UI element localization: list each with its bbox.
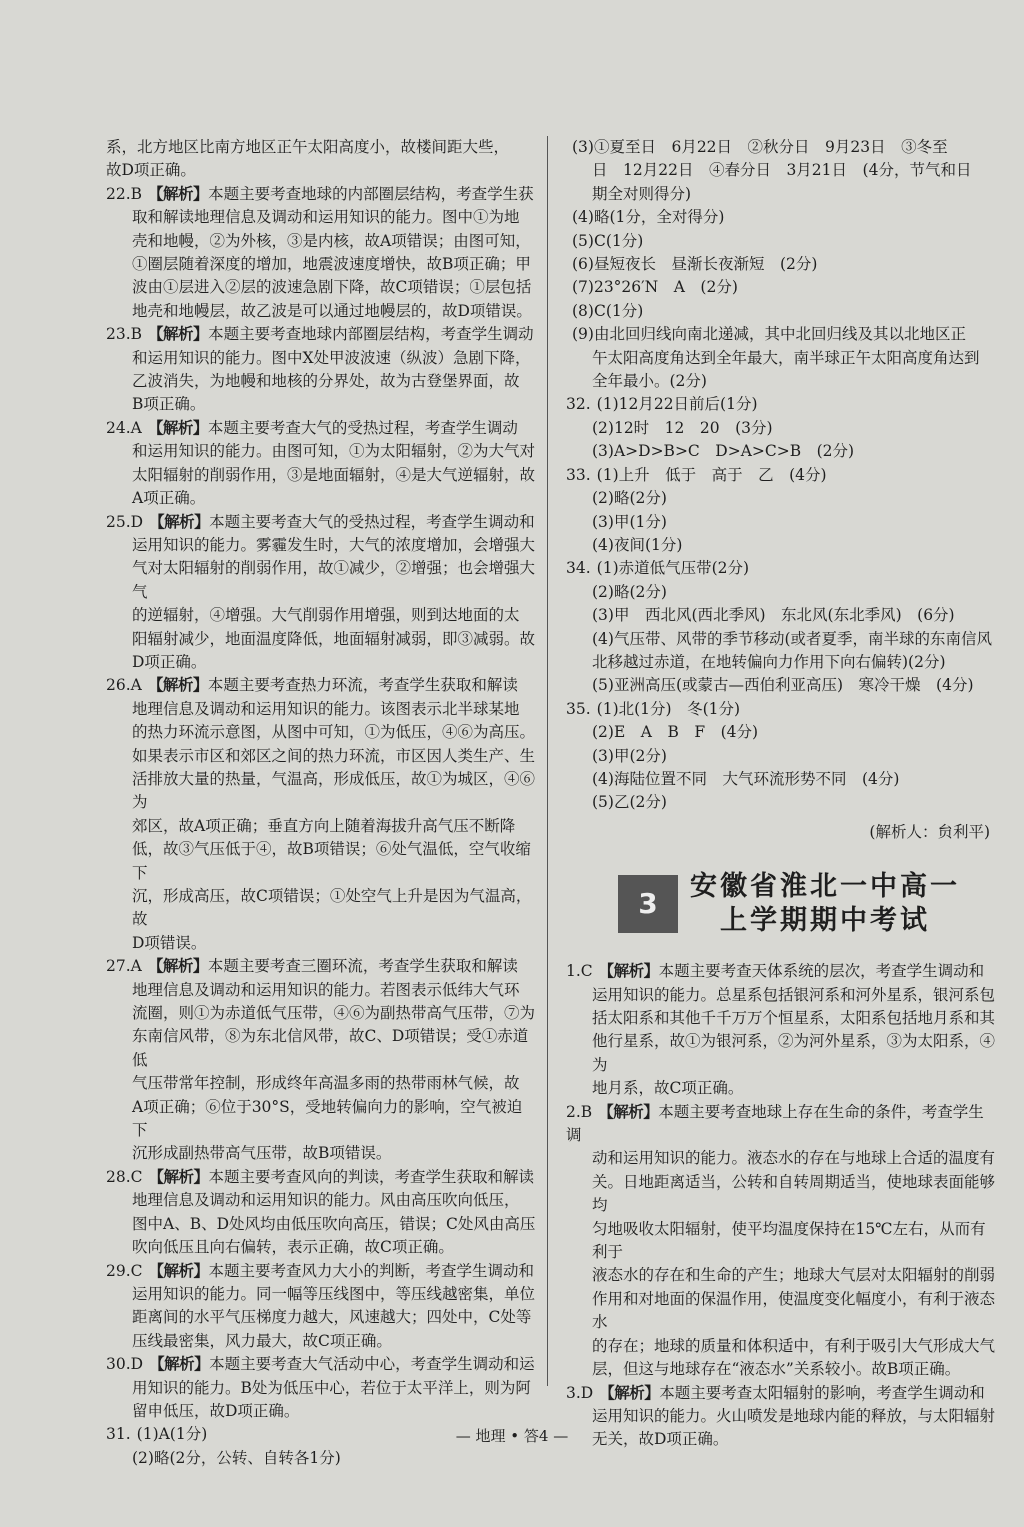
answer-line: 午太阳高度角达到全年最大，南半球正午太阳高度角达到 <box>592 348 980 367</box>
answer-text: (1)赤道低气压带(2分) <box>596 559 750 578</box>
answer-text: (1)上升 低于 高于 乙 (4分) <box>596 465 827 484</box>
section-header <box>618 870 998 938</box>
answer-item <box>106 1260 536 1354</box>
answer-line: 波由①层进入②层的波速急剧下降，故C项错误；①层包括 <box>132 278 532 297</box>
answer-number: 25.D <box>106 512 144 531</box>
answer-line: (5)C(1分) <box>572 231 644 250</box>
answer-line: 的热力环流示意图，从图中可知，①为低压，④⑥为高压。 <box>132 723 536 742</box>
answer-line: 用知识的能力。B处为低压中心，若位于太平洋上，则为阿 <box>132 1378 531 1397</box>
answer-line <box>566 1101 998 1148</box>
answer-line: A项正确。 <box>132 489 206 508</box>
answer-line: 地理信息及调动和运用知识的能力。风由高压吹向低压， <box>132 1191 520 1210</box>
analysis-tag: 【解析】 <box>149 1355 210 1374</box>
answer-line: 活排放大量的热量，气温高，形成低压，故①为城区，④⑥为 <box>132 769 536 812</box>
answer-line: 运用知识的能力。雾霾发生时，大气的浓度增加，会增强大 <box>132 535 536 554</box>
answer-number: 28.C <box>106 1167 143 1186</box>
answer-line: 取和解读地理信息及调动和运用知识的能力。图中①为地 <box>132 208 520 227</box>
answer-text: 【解析】本题主要考查大气的受热过程，考查学生调动和 <box>149 512 535 531</box>
answer-line: (3)甲(1分) <box>592 512 667 531</box>
analysis-tag: 【解析】 <box>598 962 659 981</box>
answer-line <box>106 1166 536 1189</box>
answer-line: 和运用知识的能力。由图可知，①为太阳辐射，②为大气对 <box>132 442 536 461</box>
answer-line: 液态水的存在和生命的产生；地球大气层对太阳辐射的削弱 <box>592 1266 996 1285</box>
answer-item <box>566 464 998 558</box>
answer-line: (4)夜间(1分) <box>592 535 683 554</box>
answer-line: 无关，故D项正确。 <box>592 1430 729 1449</box>
answer-number: 24.A <box>106 418 142 437</box>
answer-line: 地理信息及调动和运用知识的能力。若图表示低纬大气环 <box>132 980 520 999</box>
analysis-tag: 【解析】 <box>147 418 208 437</box>
answer-line: D项错误。 <box>132 933 207 952</box>
page-footer: — 地理 • 答4 — <box>455 1427 569 1445</box>
answer-line: (8)C(1分) <box>572 301 644 320</box>
answer-line: 地壳和地幔层，故乙波是可以通过地幔层的，故D项错误。 <box>132 301 532 320</box>
answer-text: 【解析】本题主要考查地球的内部圈层结构，考查学生获 <box>148 184 534 203</box>
answer-line <box>566 393 998 416</box>
answer-line: ①圈层随着深度的增加，地震波速度增快，故B项正确；甲 <box>132 255 531 274</box>
answer-number: 33. <box>566 465 591 484</box>
analyst-credit: (解析人：贠利平) <box>869 822 990 841</box>
answer-line: (2)E A B F (4分) <box>592 723 759 742</box>
answer-number: 1.C <box>566 962 593 981</box>
answer-text: 【解析】本题主要考查地球内部圈层结构，考查学生调动 <box>148 325 534 344</box>
answer-line: (2)略(2分) <box>592 489 667 508</box>
answer-line <box>106 955 536 978</box>
analysis-tag: 【解析】 <box>148 1261 209 1280</box>
answer-text: (1)A(1分) <box>136 1425 208 1444</box>
answer-line: 运用知识的能力。火山喷发是地球内能的释放，与太阳辐射 <box>592 1406 996 1425</box>
answer-item <box>106 323 536 417</box>
answer-text: 【解析】本题主要考查大气活动中心，考查学生调动和运 <box>149 1355 535 1374</box>
analysis-tag: 【解析】 <box>147 957 208 976</box>
answer-line: (3)A>D>B>C D>A>C>B (2分) <box>592 442 855 461</box>
right-top-block <box>566 136 998 393</box>
answer-text: 【解析】本题主要考查热力环流，考查学生获取和解读 <box>147 676 518 695</box>
answer-line: 作用和对地面的保温作用，使温度变化幅度小，有利于液态水 <box>592 1289 996 1332</box>
answer-line: 低，故③气压低于④，故B项错误；⑥处气温低，空气收缩下 <box>132 840 531 882</box>
answer-line: 地月系，故C项正确。 <box>592 1079 744 1098</box>
answer-text: (1)12月22日前后(1分) <box>596 395 758 414</box>
answer-line: 层，但这与地球存在“液态水”关系较小。故B项正确。 <box>592 1360 961 1379</box>
answer-line: 运用知识的能力。同一幅等压线图中，等压线越密集，单位 <box>132 1284 536 1303</box>
answer-number: 32. <box>566 395 591 414</box>
right-items-block <box>566 393 998 814</box>
right-column <box>566 136 998 1452</box>
section-title <box>690 870 960 938</box>
answer-item <box>106 183 536 323</box>
answer-line: 和运用知识的能力。图中X处甲波波速（纵波）急剧下降， <box>132 348 531 367</box>
answer-line: 如果表示市区和郊区之间的热力环流，市区因人类生产、生 <box>132 746 536 765</box>
answer-line: 压线最密集，风力最大，故C项正确。 <box>132 1331 392 1350</box>
answer-item <box>566 557 998 697</box>
answer-line: A项正确；⑥位于30°S，受地转偏向力的影响，空气被迫下 <box>132 1097 523 1140</box>
answer-line: 运用知识的能力。总星系包括银河系和河外星系，银河系包 <box>592 985 996 1004</box>
answer-line: (4)海陆位置不同 大气环流形势不同 (4分) <box>592 769 900 788</box>
answer-line: 流圈，则①为赤道低气压带，④⑥为副热带高气压带，⑦为 <box>132 1004 536 1023</box>
section-title-line-2: 上学期期中考试 <box>720 905 930 937</box>
analysis-tag: 【解析】 <box>598 1102 659 1121</box>
answer-line: 北移越过赤道，在地转偏向力作用下向右偏转)(2分) <box>592 652 946 671</box>
answer-item <box>106 955 536 1166</box>
answer-line: 阳辐射减少，地面温度降低，地面辐射减弱，即③减弱。故 <box>132 629 536 648</box>
analysis-tag: 【解析】 <box>148 184 209 203</box>
answer-text: 【解析】本题主要考查风向的判读，考查学生获取和解读 <box>148 1167 535 1186</box>
answer-line: 系，北方地区比南方地区正午太阳高度小，故楼间距大些， <box>106 138 510 156</box>
answer-line: B项正确。 <box>132 395 206 414</box>
answer-item <box>106 136 536 183</box>
answer-text: 【解析】本题主要考查三圈环流，考查学生获取和解读 <box>147 957 518 976</box>
answer-line: 的逆辐射，④增强。大气削弱作用增强，则到达地面的太 <box>132 606 520 625</box>
answer-line: 动和运用知识的能力。液态水的存在与地球上合适的温度有 <box>592 1149 996 1168</box>
answer-item <box>106 417 536 511</box>
answer-text: 【解析】本题主要考查大气的受热过程，考查学生调动 <box>147 418 518 437</box>
analysis-tag: 【解析】 <box>599 1383 660 1402</box>
answer-line: 的存在；地球的质量和体积适中，有利于吸引大气形成大气 <box>592 1336 996 1355</box>
answer-number: 30.D <box>106 1355 144 1374</box>
answer-number: 31. <box>106 1425 131 1444</box>
answer-line: 东南信风带，⑧为东北信风带，故C、D项错误；受①赤道低 <box>132 1027 529 1069</box>
answer-text: 【解析】本题主要考查地球上存在生命的条件，考查学生调 <box>566 1102 984 1145</box>
answer-line: (5)亚洲高压(或蒙古—西伯利亚高压) 寒冷干燥 (4分) <box>592 676 974 695</box>
answer-line: (5)乙(2分) <box>592 793 667 812</box>
answer-line: 沉形成副热带高气压带，故B项错误。 <box>132 1144 392 1163</box>
analysis-tag: 【解析】 <box>148 1167 209 1186</box>
answer-line: 期全对则得分) <box>592 184 692 203</box>
answer-line: 沉，形成高压，故C项错误；①处空气上升是因为气温高，故 <box>132 887 532 929</box>
answer-line <box>106 1260 536 1283</box>
answer-line: (3)甲(2分) <box>592 746 667 765</box>
answer-line <box>566 557 998 580</box>
answer-line: 匀地吸收太阳辐射，使平均温度保持在15℃左右，从而有利于 <box>592 1219 986 1262</box>
answer-line: 他行星系，故①为银河系，②为河外星系，③为太阳系，④为 <box>592 1032 996 1074</box>
answer-number: 22.B <box>106 184 143 203</box>
answer-line <box>106 417 536 440</box>
answer-text: (1)北(1分) 冬(1分) <box>596 699 741 718</box>
analysis-tag: 【解析】 <box>149 512 210 531</box>
answer-number: 35. <box>566 699 591 718</box>
answer-line: (2)12时 12 20 (3分) <box>592 418 773 437</box>
analysis-tag: 【解析】 <box>148 325 209 344</box>
answer-line <box>106 323 536 346</box>
answer-line <box>106 674 536 697</box>
answer-line: 距离间的水平气压梯度力越大，风速越大；四处中，C处等 <box>132 1308 532 1327</box>
answer-line: 太阳辐射的削弱作用，③是地面辐射，④是大气逆辐射，故 <box>132 465 536 484</box>
left-column <box>106 136 536 1470</box>
answer-item <box>106 511 536 675</box>
answer-line: 关。日地距离适当，公转和自转周期适当，使地球表面能够均 <box>592 1172 996 1215</box>
answer-item <box>106 674 536 955</box>
answer-line: 气压带常年控制，形成终年高温多雨的热带雨林气候，故 <box>132 1074 520 1093</box>
answer-line <box>106 183 536 206</box>
answer-line: 地理信息及调动和运用知识的能力。该图表示北半球某地 <box>132 699 520 718</box>
section-number-badge: 3 <box>618 875 678 933</box>
answer-line: 乙波消失，为地幔和地核的分界处，故为古登堡界面，故 <box>132 372 520 391</box>
answer-line: (4)气压带、风带的季节移动(或者夏季，南半球的东南信风 <box>592 629 993 648</box>
answer-line: 壳和地幔，②为外核，③是内核，故A项错误；由图可知， <box>132 231 531 250</box>
answer-number: 3.D <box>566 1383 594 1402</box>
answer-line: D项正确。 <box>132 652 207 671</box>
answer-line: (2)略(2分) <box>592 582 667 601</box>
column-divider <box>547 136 548 1386</box>
answer-line <box>566 698 998 721</box>
answer-line: (4)略(1分，全对得分) <box>572 208 725 227</box>
answer-number: 2.B <box>566 1102 593 1121</box>
answer-line <box>106 1353 536 1376</box>
answer-line: 气对太阳辐射的削弱作用，故①减少，②增强；也会增强大气 <box>132 559 536 601</box>
answer-line: (7)23°26′N A (2分) <box>572 278 738 297</box>
answer-line <box>566 464 998 487</box>
answer-line: (3)①夏至日 6月22日 ②秋分日 9月23日 ③冬至 <box>572 138 948 156</box>
answer-line: (9)由北回归线向南北递减，其中北回归线及其以北地区正 <box>572 325 966 344</box>
section-title-line-1: 安徽省淮北一中高一 <box>690 871 960 903</box>
answer-item <box>106 1166 536 1260</box>
answer-number: 29.C <box>106 1261 143 1280</box>
answer-number: 23.B <box>106 325 143 344</box>
answer-number: 27.A <box>106 957 142 976</box>
answer-line: 括太阳系和其他千千万万个恒星系，太阳系包括地月系和其 <box>592 1009 996 1027</box>
answer-line: 郊区，故A项正确；垂直方向上随着海拔升高气压不断降 <box>132 816 516 835</box>
answer-line: 故D项正确。 <box>106 161 196 180</box>
right-bottom-block <box>566 960 998 1452</box>
answer-line: 全年最小。(2分) <box>592 372 707 391</box>
answer-line: (3)甲 西北风(西北季风) 东北风(东北季风) (6分) <box>592 606 955 625</box>
answer-line: (2)略(2分，公转、自转各1分) <box>132 1448 341 1467</box>
answer-text: 【解析】本题主要考查太阳辐射的影响，考查学生调动和 <box>599 1383 985 1402</box>
answer-line: 日 12月22日 ④春分日 3月21日 (4分，节气和日 <box>592 161 972 180</box>
answer-line: (6)昼短夜长 昼渐长夜渐短 (2分) <box>572 255 818 274</box>
analysis-tag: 【解析】 <box>147 676 208 695</box>
answer-text: 【解析】本题主要考查风力大小的判断，考查学生调动和 <box>148 1261 535 1280</box>
answer-line: 吹向低压且向右偏转，表示正确，故C项正确。 <box>132 1238 454 1257</box>
answer-item <box>566 1101 998 1382</box>
answer-line <box>566 1382 998 1405</box>
answer-item <box>106 1353 536 1423</box>
answer-line <box>106 511 536 534</box>
answer-line: 留申低压，故D项正确。 <box>132 1401 300 1420</box>
answer-line: 图中A、B、D处风均由低压吹向高压，错误；C处风由高压 <box>132 1214 536 1233</box>
answer-item <box>566 960 998 1100</box>
answer-number: 34. <box>566 559 591 578</box>
answer-number: 26.A <box>106 676 142 695</box>
answer-line <box>566 960 998 983</box>
answer-item <box>566 698 998 815</box>
answer-text: 【解析】本题主要考查天体系统的层次，考查学生调动和 <box>598 962 985 981</box>
answer-item <box>566 393 998 463</box>
